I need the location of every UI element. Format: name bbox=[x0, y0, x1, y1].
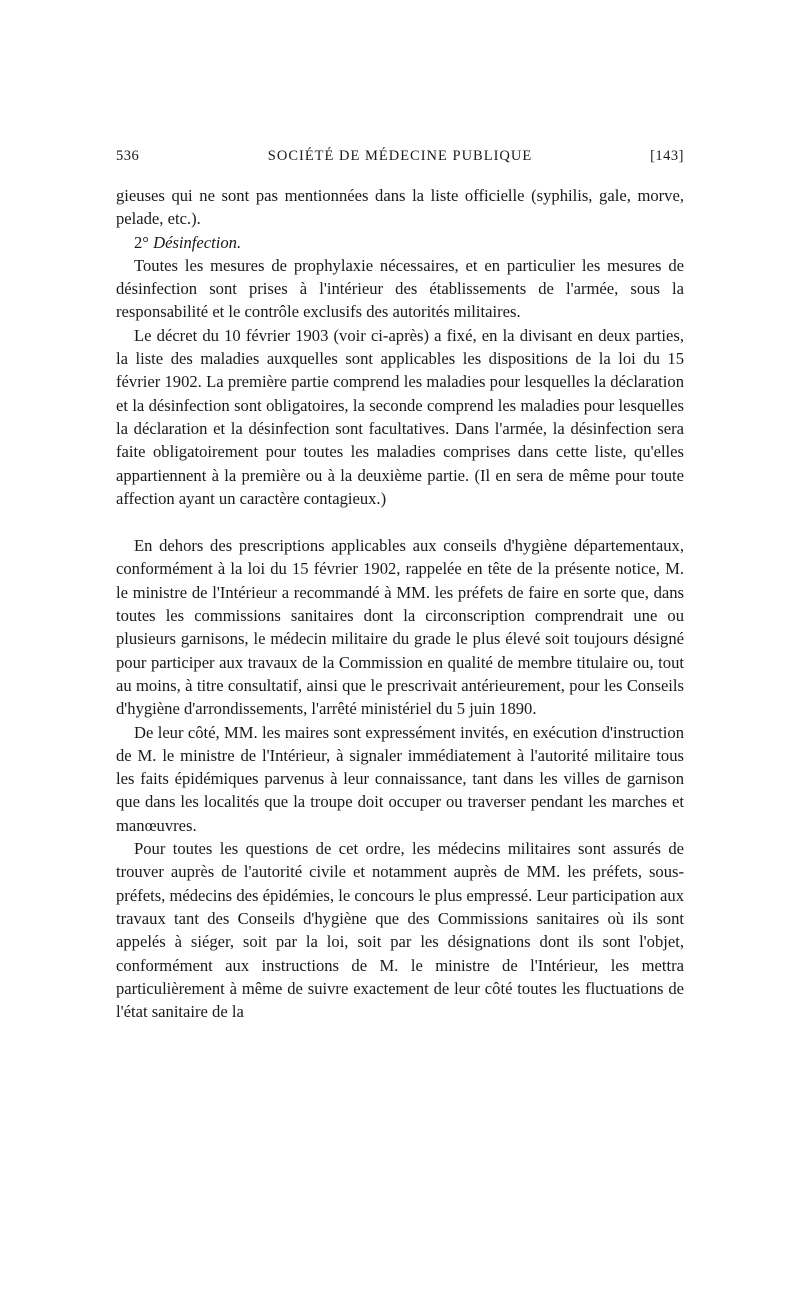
section-heading bbox=[116, 231, 684, 254]
folio-number: [143] bbox=[650, 148, 684, 164]
paragraph-medecins: Pour toutes les questions de cet ordre, les médecins militaires sont assurés de trouver auprès de l'autorité civile et notamment auprès de MM. les préfets, sous-préfets, médecins des épidémies, le concours le plus empressé. Leur participation aux travaux tant des Conseils d'hygiène que des Commissions sanitaires où ils sont appelés à siéger, soit par la loi, soit par les désignations dont ils sont l'objet, conformément aux instructions de M. le ministre de l'Intérieur, les mettra particulièrement à même de suivre exactement de leur côté toutes les fluctuations de l'état sanitaire de la bbox=[116, 839, 684, 1022]
paragraph-maires: De leur côté, MM. les maires sont expressément invités, en exécution d'instruction de M. le ministre de l'Intérieur, à signaler immédiatement à l'autorité militaire tous les faits épidémiques parvenus à leur connaissance, tant dans les villes de garnison que dans les localités que la troupe doit occuper ou traverser pendant les marches et manœuvres. bbox=[116, 722, 684, 835]
section-number: 2° bbox=[134, 232, 149, 252]
running-title: SOCIÉTÉ DE MÉDECINE PUBLIQUE bbox=[267, 148, 533, 164]
document-page bbox=[116, 146, 684, 1023]
paragraph-decret: Le décret du 10 février 1903 (voir ci-après) a fixé, en la divisant en deux parties, la liste des maladies auxquelles sont applicables les dispositions de la loi du 15 février 1902. La première partie comprend les maladies pour lesquelles la déclaration et la désinfection sont obligatoires, la seconde comprend les maladies pour lesquelles la déclaration et la désinfection sont facultatives. Dans l'armée, la désinfection sera faite obligatoirement pour toutes les maladies comprises dans cette liste, qu'elles appartiennent à la première ou à la deuxième partie. (Il en sera de même pour toute affection ayant un caractère contagieux.) bbox=[116, 325, 684, 508]
paragraph-gap bbox=[116, 510, 684, 534]
running-header bbox=[116, 146, 684, 170]
section-title: Désinfection. bbox=[153, 232, 242, 252]
paragraph-prophylaxie: Toutes les mesures de prophylaxie nécessaires, et en particulier les mesures de désinfection sont prises à l'intérieur des établissements de l'armée, sous la responsabilité et le contrôle exclusifs des autorités militaires. bbox=[116, 255, 684, 322]
paragraph-prescriptions: En dehors des prescriptions applicables aux conseils d'hygiène départementaux, conformément à la loi du 15 février 1902, rappelée en tête de la présente notice, M. le ministre de l'Intérieur a recommandé à MM. les préfets de faire en sorte que, dans toutes les commissions sanitaires dont la circonscription comprendrait une ou plusieurs garnisons, le médecin militaire du grade le plus élevé soit toujours désigné pour participer aux travaux de la Commission en qualité de membre titulaire ou, tout au moins, à titre consultatif, ainsi que le prescrivait antérieurement, pour les Conseils d'hygiène d'arrondissements, l'arrêté ministériel du 5 juin 1890. bbox=[116, 536, 684, 719]
paragraph-continuation: gieuses qui ne sont pas mentionnées dans la liste officielle (syphilis, gale, morve, pelade, etc.). bbox=[116, 186, 684, 229]
page-number: 536 bbox=[116, 148, 140, 164]
